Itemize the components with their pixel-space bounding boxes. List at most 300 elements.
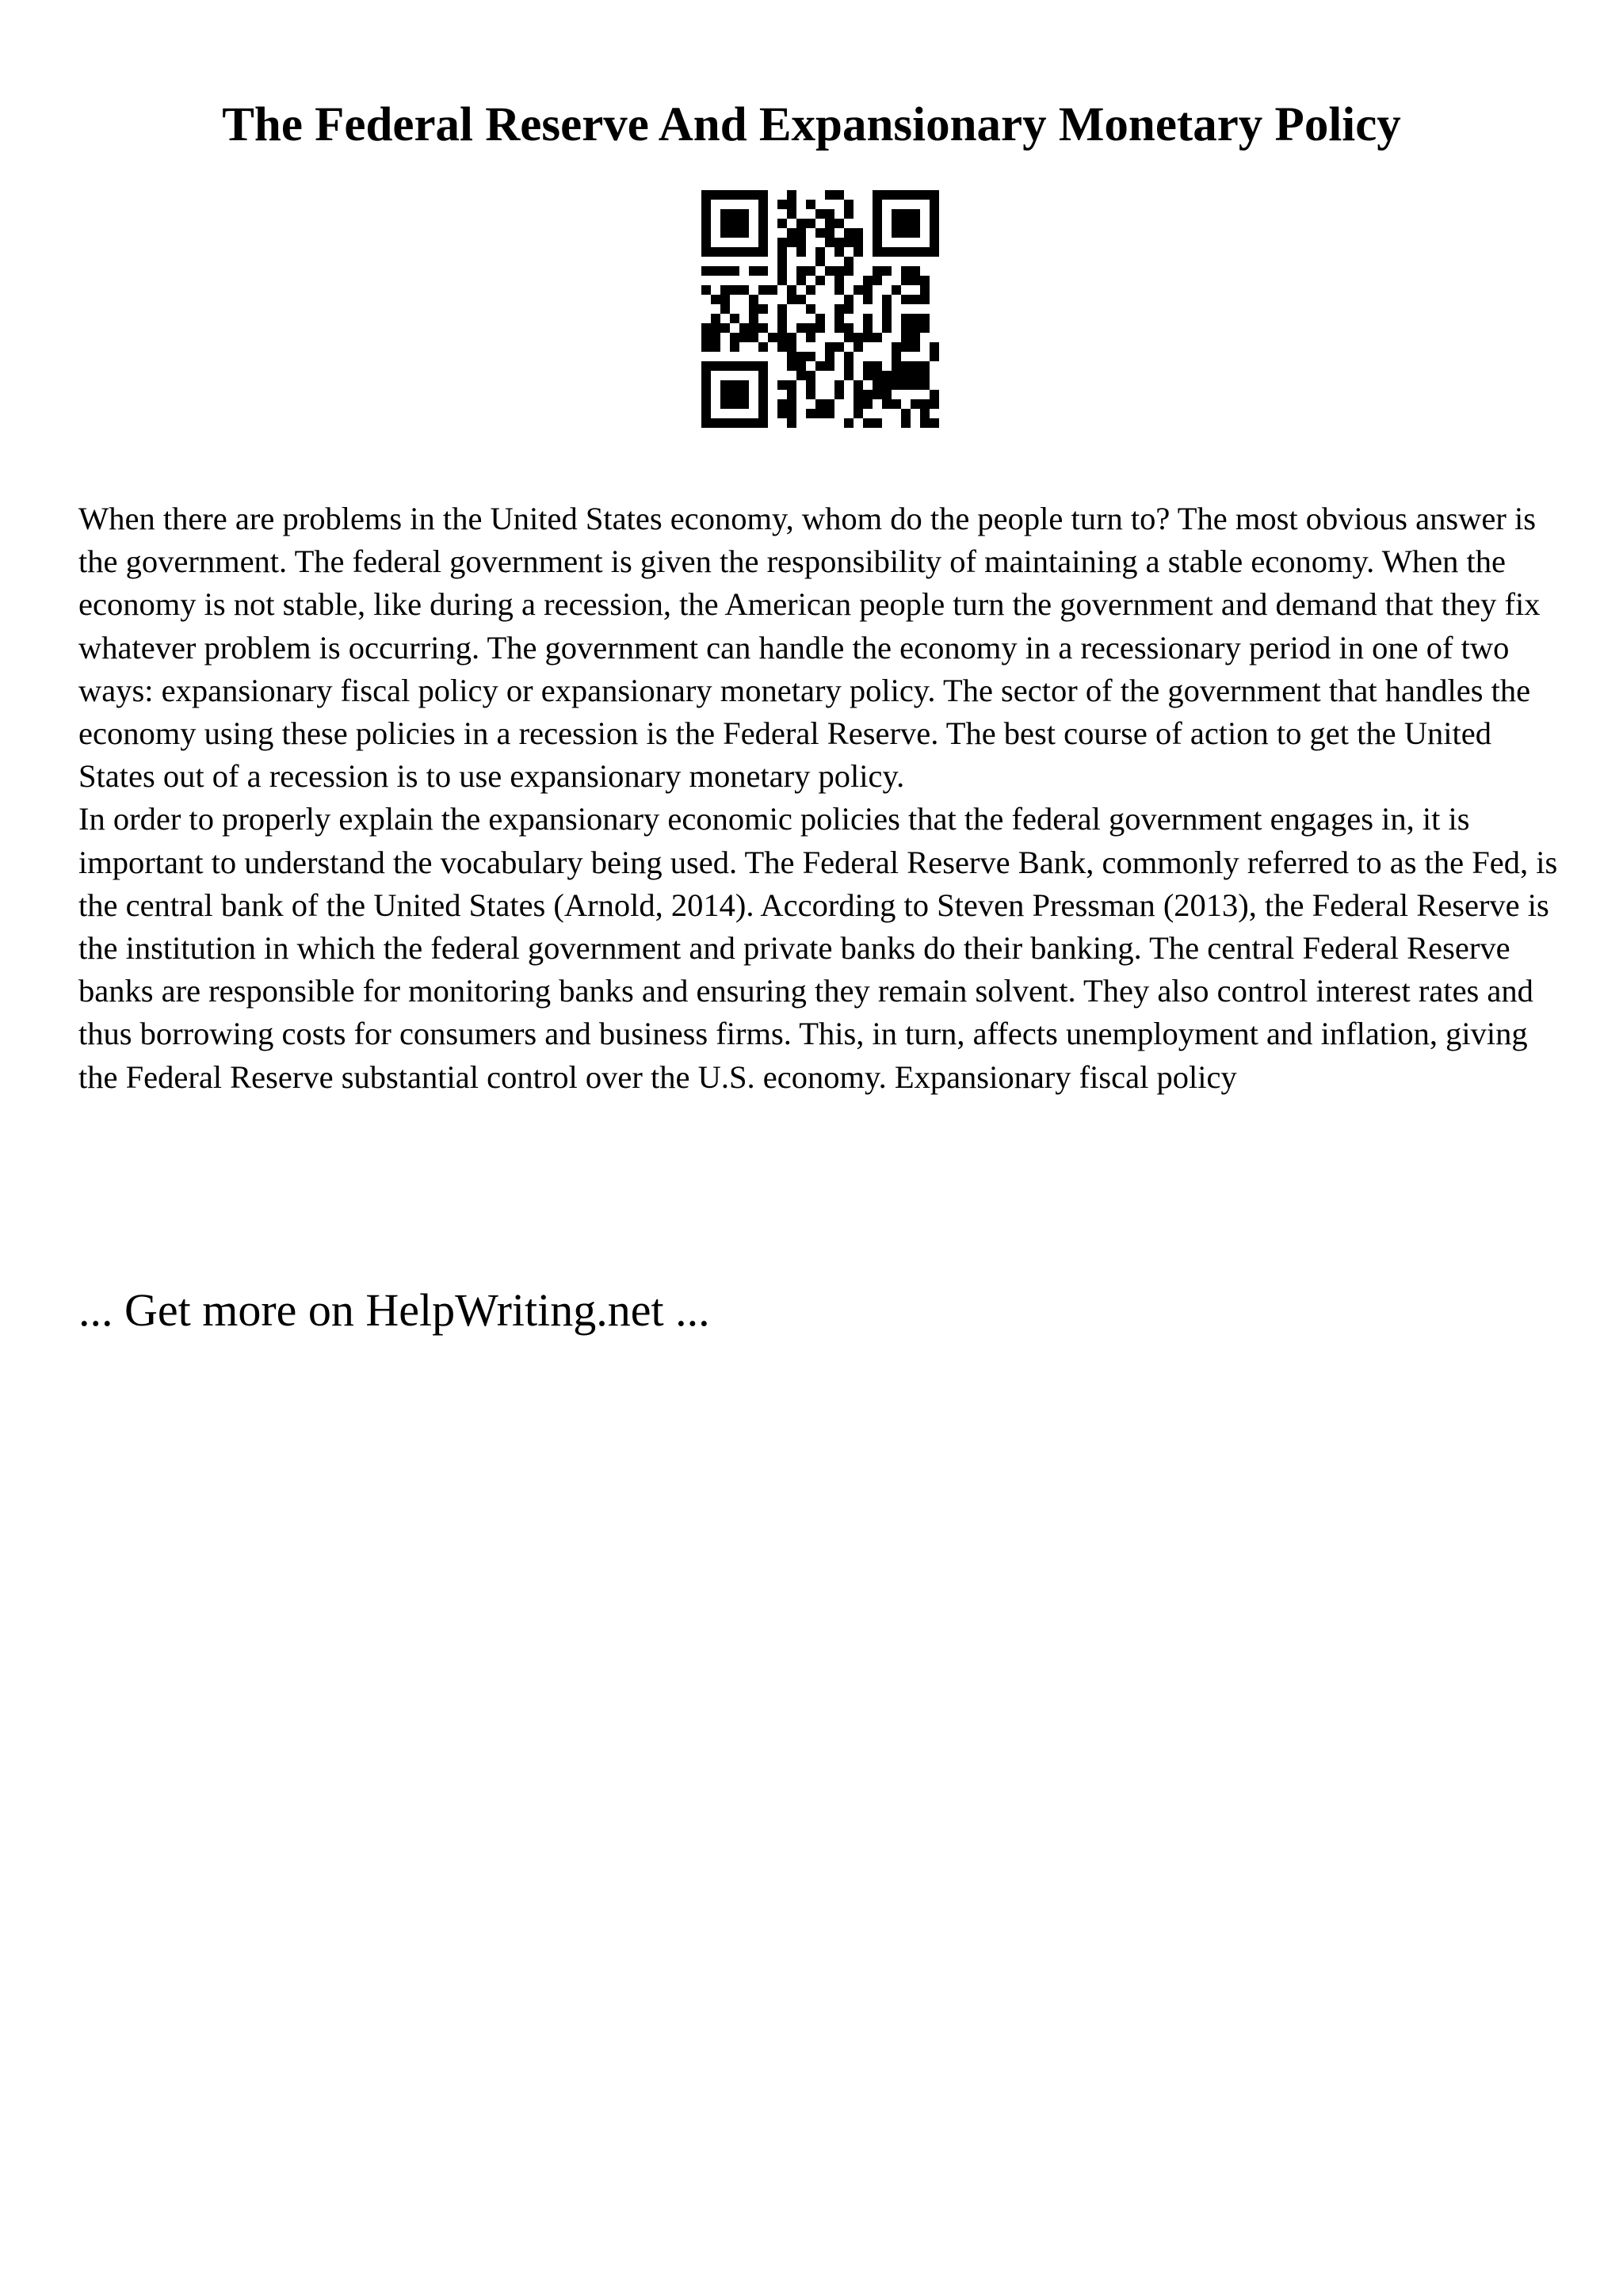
qr-module xyxy=(920,380,930,390)
qr-module xyxy=(844,295,854,304)
qr-module xyxy=(749,304,758,314)
qr-module xyxy=(882,314,892,323)
qr-module xyxy=(911,190,920,200)
qr-module xyxy=(730,342,739,352)
qr-module xyxy=(873,418,882,428)
qr-module xyxy=(787,190,796,200)
qr-module xyxy=(901,418,911,428)
qr-module xyxy=(863,333,873,342)
qr-module xyxy=(701,409,711,418)
qr-module xyxy=(901,295,911,304)
qr-module xyxy=(720,247,730,257)
qr-module xyxy=(930,418,939,428)
qr-module xyxy=(882,390,892,399)
qr-module xyxy=(796,371,806,380)
qr-module xyxy=(901,380,911,390)
qr-module xyxy=(711,418,720,428)
qr-module xyxy=(739,418,749,428)
qr-module xyxy=(930,247,939,257)
qr-module xyxy=(720,295,730,304)
qr-module xyxy=(825,352,834,361)
qr-module xyxy=(749,295,758,304)
qr-module xyxy=(844,209,854,219)
qr-module xyxy=(796,323,806,333)
qr-module xyxy=(930,209,939,219)
qr-module xyxy=(834,314,844,323)
qr-module xyxy=(854,247,863,257)
qr-module xyxy=(777,276,787,285)
qr-module xyxy=(720,304,730,314)
qr-module xyxy=(806,371,815,380)
qr-module xyxy=(730,418,739,428)
qr-module xyxy=(834,285,844,295)
qr-module xyxy=(720,190,730,200)
qr-module xyxy=(720,266,730,276)
qr-module xyxy=(777,342,787,352)
qr-module xyxy=(844,333,854,342)
qr-module xyxy=(758,323,768,333)
qr-module xyxy=(863,418,873,428)
qr-module xyxy=(815,399,825,409)
qr-module xyxy=(787,228,796,238)
qr-module xyxy=(730,399,739,409)
qr-module xyxy=(920,190,930,200)
qr-module xyxy=(720,219,730,228)
qr-module xyxy=(796,238,806,247)
qr-module xyxy=(854,399,863,409)
qr-module xyxy=(825,361,834,371)
qr-module xyxy=(844,418,854,428)
qr-module xyxy=(911,399,920,409)
qr-module xyxy=(720,380,730,390)
qr-module xyxy=(777,219,787,228)
qr-module xyxy=(701,380,711,390)
qr-module xyxy=(758,228,768,238)
qr-module xyxy=(882,371,892,380)
qr-module xyxy=(825,209,834,219)
qr-module xyxy=(930,390,939,399)
qr-module xyxy=(711,323,720,333)
qr-module xyxy=(882,323,892,333)
qr-module xyxy=(739,285,749,295)
qr-module xyxy=(758,409,768,418)
qr-module xyxy=(901,266,911,276)
qr-module xyxy=(834,276,844,285)
qr-module xyxy=(815,257,825,266)
qr-module xyxy=(720,209,730,219)
qr-module xyxy=(815,323,825,333)
qr-module xyxy=(854,342,863,352)
qr-module xyxy=(749,361,758,371)
qr-module xyxy=(806,409,815,418)
qr-module xyxy=(873,361,882,371)
qr-module xyxy=(911,228,920,238)
qr-module xyxy=(873,247,882,257)
qr-module xyxy=(882,380,892,390)
qr-module xyxy=(787,361,796,371)
qr-module xyxy=(768,333,777,342)
qr-module xyxy=(739,190,749,200)
qr-module xyxy=(844,361,854,371)
qr-module xyxy=(854,333,863,342)
qr-module xyxy=(863,361,873,371)
qr-module xyxy=(920,361,930,371)
qr-module xyxy=(787,380,796,390)
qr-module xyxy=(806,266,815,276)
qr-module xyxy=(863,314,873,323)
qr-module xyxy=(863,390,873,399)
qr-module xyxy=(730,390,739,399)
qr-module xyxy=(787,342,796,352)
qr-module xyxy=(777,323,787,333)
qr-module xyxy=(758,238,768,247)
qr-module xyxy=(777,257,787,266)
qr-module xyxy=(815,276,825,285)
qr-module xyxy=(777,238,787,247)
qr-module xyxy=(758,200,768,209)
qr-module xyxy=(882,247,892,257)
qr-module xyxy=(739,219,749,228)
qr-module xyxy=(796,276,806,285)
qr-module xyxy=(920,314,930,323)
qr-module xyxy=(911,371,920,380)
qr-module xyxy=(873,333,882,342)
qr-module xyxy=(758,380,768,390)
qr-module xyxy=(825,399,834,409)
qr-module xyxy=(825,342,834,352)
qr-module xyxy=(863,285,873,295)
qr-module xyxy=(863,371,873,380)
qr-module xyxy=(796,247,806,257)
qr-module xyxy=(787,333,796,342)
qr-module xyxy=(758,361,768,371)
qr-module xyxy=(730,266,739,276)
paragraph-2: In order to properly explain the expansionary economic policies that the federal government engages in, it is important to understand the vocabulary being used. The Federal Reserve Bank, commonly referred to as the Fed, is the central bank of the United States (Arnold, 2014). According to Steven Pressman (2013), the Federal Reserve is the institution in which the federal government and private banks do their banking. The central Federal Reserve banks are responsible for monitoring banks and ensuring they remain solvent. They also control interest rates and thus borrowing costs for consumers and business firms. This, in turn, affects unemployment and inflation, giving the Federal Reserve substantial control over the U.S. economy. Expansionary fiscal policy xyxy=(78,801,1558,1095)
qr-module xyxy=(749,418,758,428)
qr-module xyxy=(873,390,882,399)
qr-module xyxy=(930,238,939,247)
qr-module xyxy=(930,352,939,361)
qr-module xyxy=(815,361,825,371)
qr-module xyxy=(701,238,711,247)
qr-module xyxy=(806,219,815,228)
qr-module xyxy=(758,304,768,314)
qr-module xyxy=(920,276,930,285)
qr-module xyxy=(701,361,711,371)
qr-module xyxy=(787,238,796,247)
qr-module xyxy=(749,266,758,276)
qr-module xyxy=(834,266,844,276)
qr-module xyxy=(892,361,901,371)
qr-module xyxy=(911,314,920,323)
qr-module xyxy=(720,361,730,371)
qr-module xyxy=(796,361,806,371)
qr-module xyxy=(701,247,711,257)
qr-module xyxy=(711,342,720,352)
qr-module xyxy=(892,352,901,361)
qr-module xyxy=(834,190,844,200)
qr-module xyxy=(834,219,844,228)
qr-module xyxy=(834,390,844,399)
qr-module xyxy=(882,399,892,409)
qr-module xyxy=(739,333,749,342)
qr-module xyxy=(815,209,825,219)
document-body xyxy=(78,498,1568,1099)
qr-module xyxy=(920,323,930,333)
qr-module xyxy=(701,285,711,295)
qr-module xyxy=(815,314,825,323)
qr-module xyxy=(758,371,768,380)
qr-module xyxy=(730,314,739,323)
qr-module xyxy=(815,409,825,418)
qr-module xyxy=(749,247,758,257)
qr-module xyxy=(730,219,739,228)
qr-module xyxy=(701,390,711,399)
qr-module xyxy=(711,295,720,304)
qr-module xyxy=(701,266,711,276)
qr-module xyxy=(806,304,815,314)
qr-module xyxy=(701,190,711,200)
qr-module xyxy=(911,342,920,352)
qr-module xyxy=(920,399,930,409)
qr-module xyxy=(777,247,787,257)
qr-module xyxy=(834,304,844,314)
qr-module xyxy=(711,190,720,200)
qr-module xyxy=(892,219,901,228)
qr-module xyxy=(787,399,796,409)
qr-module xyxy=(911,266,920,276)
qr-module xyxy=(730,361,739,371)
qr-module xyxy=(787,295,796,304)
qr-module xyxy=(834,247,844,257)
qr-module xyxy=(892,380,901,390)
qr-module xyxy=(901,314,911,323)
qr-module xyxy=(711,333,720,342)
qr-module xyxy=(806,380,815,390)
qr-module xyxy=(892,228,901,238)
qr-module xyxy=(758,342,768,352)
qr-module xyxy=(749,314,758,323)
qr-module xyxy=(901,361,911,371)
qr-module xyxy=(834,380,844,390)
qr-module xyxy=(701,418,711,428)
qr-module xyxy=(806,200,815,209)
qr-module xyxy=(758,209,768,219)
qr-module xyxy=(758,418,768,428)
qr-module xyxy=(873,380,882,390)
qr-module xyxy=(806,352,815,361)
qr-module xyxy=(930,228,939,238)
qr-module xyxy=(854,380,863,390)
qr-module xyxy=(901,276,911,285)
qr-module xyxy=(854,390,863,399)
qr-module xyxy=(749,323,758,333)
qr-module xyxy=(892,190,901,200)
qr-module xyxy=(787,285,796,295)
qr-module xyxy=(892,209,901,219)
qr-module xyxy=(730,380,739,390)
qr-module xyxy=(758,266,768,276)
qr-module xyxy=(815,247,825,257)
qr-code-icon[interactable] xyxy=(701,190,939,428)
document-title: The Federal Reserve And Expansionary Monetary Policy xyxy=(222,98,1401,151)
qr-module xyxy=(920,295,930,304)
qr-module xyxy=(796,228,806,238)
qr-module xyxy=(873,209,882,219)
qr-module xyxy=(711,247,720,257)
qr-module xyxy=(882,190,892,200)
qr-module xyxy=(739,209,749,219)
qr-module xyxy=(787,209,796,219)
qr-module xyxy=(701,323,711,333)
qr-module xyxy=(834,238,844,247)
qr-module xyxy=(796,352,806,361)
qr-module xyxy=(911,276,920,285)
get-more-link[interactable]: ... Get more on HelpWriting.net ... xyxy=(78,1284,710,1336)
qr-module xyxy=(901,219,911,228)
qr-module xyxy=(882,295,892,304)
qr-module xyxy=(777,380,787,390)
qr-module xyxy=(787,418,796,428)
qr-module xyxy=(701,333,711,342)
qr-module xyxy=(711,266,720,276)
qr-module xyxy=(863,276,873,285)
qr-module xyxy=(873,276,882,285)
qr-module xyxy=(834,323,844,333)
qr-module xyxy=(911,333,920,342)
qr-module xyxy=(930,219,939,228)
qr-module xyxy=(844,323,854,333)
qr-module xyxy=(701,219,711,228)
qr-module xyxy=(787,390,796,399)
qr-module xyxy=(863,323,873,333)
qr-module xyxy=(844,266,854,276)
qr-module xyxy=(825,228,834,238)
qr-module xyxy=(892,285,901,295)
qr-module xyxy=(901,323,911,333)
qr-module xyxy=(777,266,787,276)
qr-module xyxy=(758,190,768,200)
qr-module xyxy=(844,352,854,361)
qr-module xyxy=(854,238,863,247)
qr-module xyxy=(873,190,882,200)
qr-module xyxy=(825,190,834,200)
qr-module xyxy=(758,399,768,409)
qr-module xyxy=(901,342,911,352)
qr-module xyxy=(920,285,930,295)
qr-module xyxy=(701,342,711,352)
qr-module xyxy=(892,371,901,380)
qr-module xyxy=(711,361,720,371)
qr-module xyxy=(701,399,711,409)
qr-module xyxy=(844,228,854,238)
qr-module xyxy=(930,399,939,409)
qr-module xyxy=(787,200,796,209)
qr-module xyxy=(720,323,730,333)
qr-module xyxy=(730,247,739,257)
qr-module xyxy=(901,371,911,380)
qr-module xyxy=(844,371,854,380)
qr-module xyxy=(806,333,815,342)
qr-module xyxy=(796,266,806,276)
qr-module xyxy=(777,304,787,314)
qr-module xyxy=(911,380,920,390)
qr-module xyxy=(901,333,911,342)
qr-module xyxy=(749,190,758,200)
qr-module xyxy=(844,257,854,266)
qr-module xyxy=(730,190,739,200)
qr-module xyxy=(758,390,768,399)
qr-module xyxy=(930,190,939,200)
qr-module xyxy=(920,371,930,380)
qr-module xyxy=(711,314,720,323)
qr-module xyxy=(920,418,930,428)
qr-module xyxy=(892,342,901,352)
qr-module xyxy=(758,285,768,295)
qr-module xyxy=(777,409,787,418)
paragraph-1: When there are problems in the United States economy, whom do the people turn to? The most obvious answer is the government. The federal government is given the responsibility of maintaining a stable economy. When the economy is not stable, like during a recession, the American people turn the government and demand that they fix whatever problem is occurring. The government can handle the economy in a recessionary period in one of two ways: expansionary fiscal policy or expansionary monetary policy. The sector of the government that handles the economy using these policies in a recession is the Federal Reserve. The best course of action to get the United States out of a recession is to use expansionary monetary policy. xyxy=(78,501,1541,795)
qr-module xyxy=(720,418,730,428)
qr-module xyxy=(777,333,787,342)
qr-module xyxy=(844,238,854,247)
qr-module xyxy=(882,304,892,314)
qr-module xyxy=(787,352,796,361)
qr-module xyxy=(920,409,930,418)
qr-module xyxy=(777,314,787,323)
qr-module xyxy=(758,219,768,228)
qr-module xyxy=(730,228,739,238)
qr-module xyxy=(930,200,939,209)
qr-module xyxy=(873,371,882,380)
qr-module xyxy=(777,200,787,209)
qr-module xyxy=(787,409,796,418)
qr-module xyxy=(768,285,777,295)
qr-module xyxy=(930,342,939,352)
qr-module xyxy=(758,247,768,257)
qr-module xyxy=(739,361,749,371)
qr-module xyxy=(701,209,711,219)
qr-module xyxy=(882,266,892,276)
qr-module xyxy=(854,228,863,238)
qr-module xyxy=(825,266,834,276)
qr-module xyxy=(720,399,730,409)
qr-module xyxy=(730,285,739,295)
qr-module xyxy=(892,247,901,257)
qr-module xyxy=(796,219,806,228)
qr-module xyxy=(892,399,901,409)
qr-module xyxy=(739,323,749,333)
qr-module xyxy=(911,323,920,333)
qr-module xyxy=(911,247,920,257)
qr-module xyxy=(701,371,711,380)
qr-module xyxy=(701,200,711,209)
qr-module xyxy=(873,200,882,209)
qr-module xyxy=(739,247,749,257)
qr-module xyxy=(730,209,739,219)
qr-module xyxy=(720,390,730,399)
qr-module xyxy=(901,409,911,418)
qr-module xyxy=(815,228,825,238)
qr-module xyxy=(920,247,930,257)
qr-module xyxy=(834,342,844,352)
qr-module xyxy=(873,266,882,276)
qr-module xyxy=(911,209,920,219)
qr-module xyxy=(844,200,854,209)
qr-module xyxy=(911,295,920,304)
qr-module xyxy=(873,228,882,238)
qr-module xyxy=(825,409,834,418)
qr-module xyxy=(739,228,749,238)
